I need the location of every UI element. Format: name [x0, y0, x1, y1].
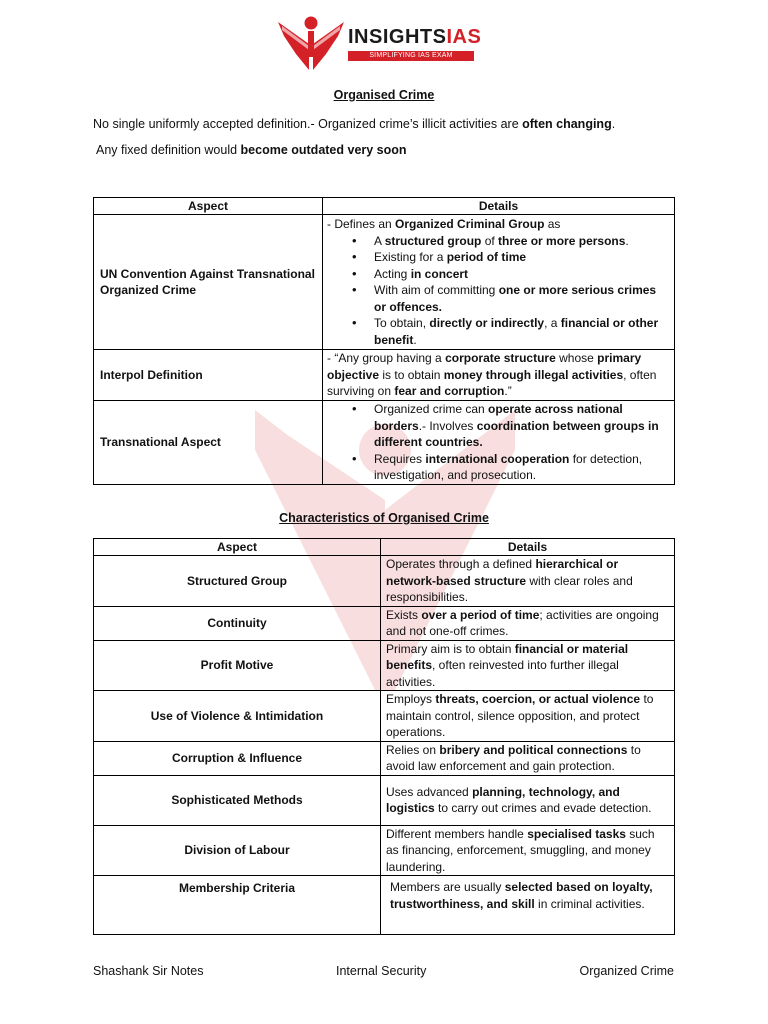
text-run: To obtain,: [374, 316, 430, 330]
row-details: [381, 876, 675, 935]
row-aspect: Sophisticated Methods: [94, 775, 381, 825]
row-details: [381, 741, 675, 775]
table-row: [94, 640, 675, 691]
details-bullets: [327, 401, 670, 484]
row-details: [323, 350, 675, 401]
bold-text: over a period of time: [421, 607, 540, 622]
row-details: [381, 691, 675, 742]
row-aspect: Profit Motive: [94, 640, 381, 691]
row-aspect: Transnational Aspect: [94, 401, 323, 485]
logo-wordmark: INSIGHTSIAS: [348, 26, 482, 48]
bold-text: period of time: [446, 250, 527, 264]
table-row: [94, 741, 675, 775]
bold-text: corporate structure: [445, 351, 556, 366]
header-details: Details: [381, 539, 675, 556]
bold-text: threats, coercion, or actual violence: [435, 692, 641, 706]
heading-characteristics: Characteristics of Organised Crime: [279, 511, 489, 525]
text-run: .”: [504, 384, 512, 399]
row-details: [323, 215, 675, 350]
book-person-logo-icon: [276, 14, 346, 72]
row-details: [381, 556, 675, 607]
table-row: [94, 825, 675, 876]
insightsias-logo: [276, 14, 482, 74]
table-row: [94, 876, 675, 935]
row-aspect: Interpol Definition: [94, 350, 323, 401]
bold-text: fear and corruption: [394, 384, 505, 399]
bold-text: structured group: [384, 233, 482, 248]
text-run: with clear roles and responsibilities.: [386, 573, 633, 604]
bullet-item: [374, 282, 670, 315]
bold-text: primary objective: [327, 351, 642, 382]
bold-text: financial or other benefit: [374, 316, 659, 347]
text-run: whose: [555, 351, 598, 366]
text-run: Exists: [386, 607, 422, 622]
text-run: .- Involves: [418, 418, 477, 433]
text-run: A: [374, 233, 385, 248]
text-run: as: [544, 217, 561, 231]
row-aspect: Continuity: [94, 606, 381, 640]
text-run: in criminal activities.: [534, 896, 645, 911]
text-run: Requires: [374, 451, 426, 466]
row-details: [381, 606, 675, 640]
text-run: Different members handle: [386, 826, 528, 841]
table-row: [94, 215, 675, 350]
bullet-item: [374, 315, 670, 348]
table-header-row: [94, 539, 675, 556]
table-row: [94, 350, 675, 401]
text-run: to avoid law enforcement and gain protection.: [386, 742, 641, 773]
heading-organised-crime: Organised Crime: [333, 88, 435, 102]
text-run: .: [625, 233, 629, 248]
row-aspect: Membership Criteria: [94, 876, 381, 935]
bold-text: planning, technology, and logistics: [386, 784, 620, 815]
header-aspect: Aspect: [94, 198, 323, 215]
text-run: is to obtain: [379, 367, 444, 382]
row-details: [381, 640, 675, 691]
intro-line-2: [96, 142, 407, 158]
table-row: [94, 556, 675, 607]
bold-text: become outdated very soon: [240, 143, 407, 157]
bold-text: three or more persons: [498, 233, 626, 248]
text-run: , often surviving on: [327, 367, 657, 399]
text-run: of: [481, 233, 499, 248]
bold-text: hierarchical or network-based structure: [386, 557, 619, 588]
table-header-row: [94, 198, 675, 215]
text-run: for detection, investigation, and prosecution.: [374, 451, 643, 482]
row-aspect: Division of Labour: [94, 825, 381, 876]
bullet-item: [374, 233, 670, 250]
text-run: to maintain control, silence opposition, and protect operations.: [386, 692, 654, 739]
details-lead: [327, 216, 670, 233]
row-details: [381, 775, 675, 825]
bold-text: financial or material benefits: [386, 641, 629, 672]
row-aspect: Corruption & Influence: [94, 741, 381, 775]
table-row: [94, 401, 675, 485]
bold-text: coordination between groups in different countries.: [374, 418, 659, 449]
text-run: Relies on: [386, 742, 440, 757]
text-run: .: [413, 332, 417, 347]
bullet-item: [374, 266, 670, 283]
bold-text: bribery and political connections: [439, 742, 628, 757]
bold-text: selected based on loyalty, trustworthiness, and skill: [390, 880, 653, 911]
header-details: Details: [323, 198, 675, 215]
text-run: Uses advanced: [386, 784, 473, 799]
bold-text: money through illegal activities: [443, 367, 624, 382]
intro-line-1: [93, 116, 615, 132]
text-run: Existing for a: [374, 250, 447, 264]
bullet-item: [374, 249, 670, 266]
header-aspect: Aspect: [94, 539, 381, 556]
text-run: , a: [544, 316, 561, 330]
footer-left: Shashank Sir Notes: [93, 964, 204, 978]
table-row: [94, 775, 675, 825]
row-details: [323, 401, 675, 485]
bold-text: specialised tasks: [527, 826, 626, 841]
text-run: Any fixed definition would: [96, 143, 241, 157]
footer-right: Organized Crime: [579, 964, 674, 978]
bold-text: often changing: [522, 117, 612, 131]
bold-text: international cooperation: [425, 451, 570, 466]
text-run: ; activities are ongoing and not one-off crimes.: [386, 607, 659, 638]
bold-text: directly or indirectly: [429, 316, 545, 330]
text-run: Primary aim is to obtain: [386, 641, 515, 656]
table-row: [94, 691, 675, 742]
text-run: Members are usually: [390, 880, 505, 894]
bold-text: one or more serious crimes or offences.: [374, 283, 657, 314]
bullet-item: [374, 451, 670, 484]
row-aspect: Structured Group: [94, 556, 381, 607]
text-run: Operates through a defined: [386, 557, 536, 571]
logo-tagline: SIMPLIFYING IAS EXAM PREPARATION: [348, 51, 474, 61]
text-run: With aim of committing: [374, 283, 499, 297]
text-run: Employs: [386, 692, 436, 706]
footer-center: Internal Security: [336, 964, 427, 978]
row-aspect: Use of Violence & Intimidation: [94, 691, 381, 742]
row-aspect: UN Convention Against Transnational Organized Crime: [94, 215, 323, 350]
details-lead: [327, 350, 670, 400]
text-run: - Defines an: [327, 217, 396, 231]
bold-text: operate across national borders: [374, 402, 623, 433]
bold-text: Organized Criminal Group: [395, 217, 545, 231]
table-row: [94, 606, 675, 640]
text-run: .: [611, 117, 616, 131]
text-run: such as financing, enforcement, smuggling, and money laundering.: [386, 826, 655, 874]
row-details: [381, 825, 675, 876]
text-run: Organized crime can: [374, 402, 489, 416]
text-run: No single uniformly accepted definition.- Organized crime’s illicit activities are: [93, 117, 523, 131]
bold-text: in concert: [410, 266, 469, 281]
definitions-table: [93, 197, 675, 485]
details-bullets: [327, 233, 670, 349]
text-run: , often reinvested into further illegal activities.: [386, 658, 619, 689]
bullet-item: [374, 401, 670, 451]
characteristics-table: [93, 538, 675, 935]
text-run: to carry out crimes and evade detection.: [434, 801, 652, 815]
text-run: - “Any group having a: [327, 351, 446, 366]
text-run: Acting: [374, 266, 411, 281]
